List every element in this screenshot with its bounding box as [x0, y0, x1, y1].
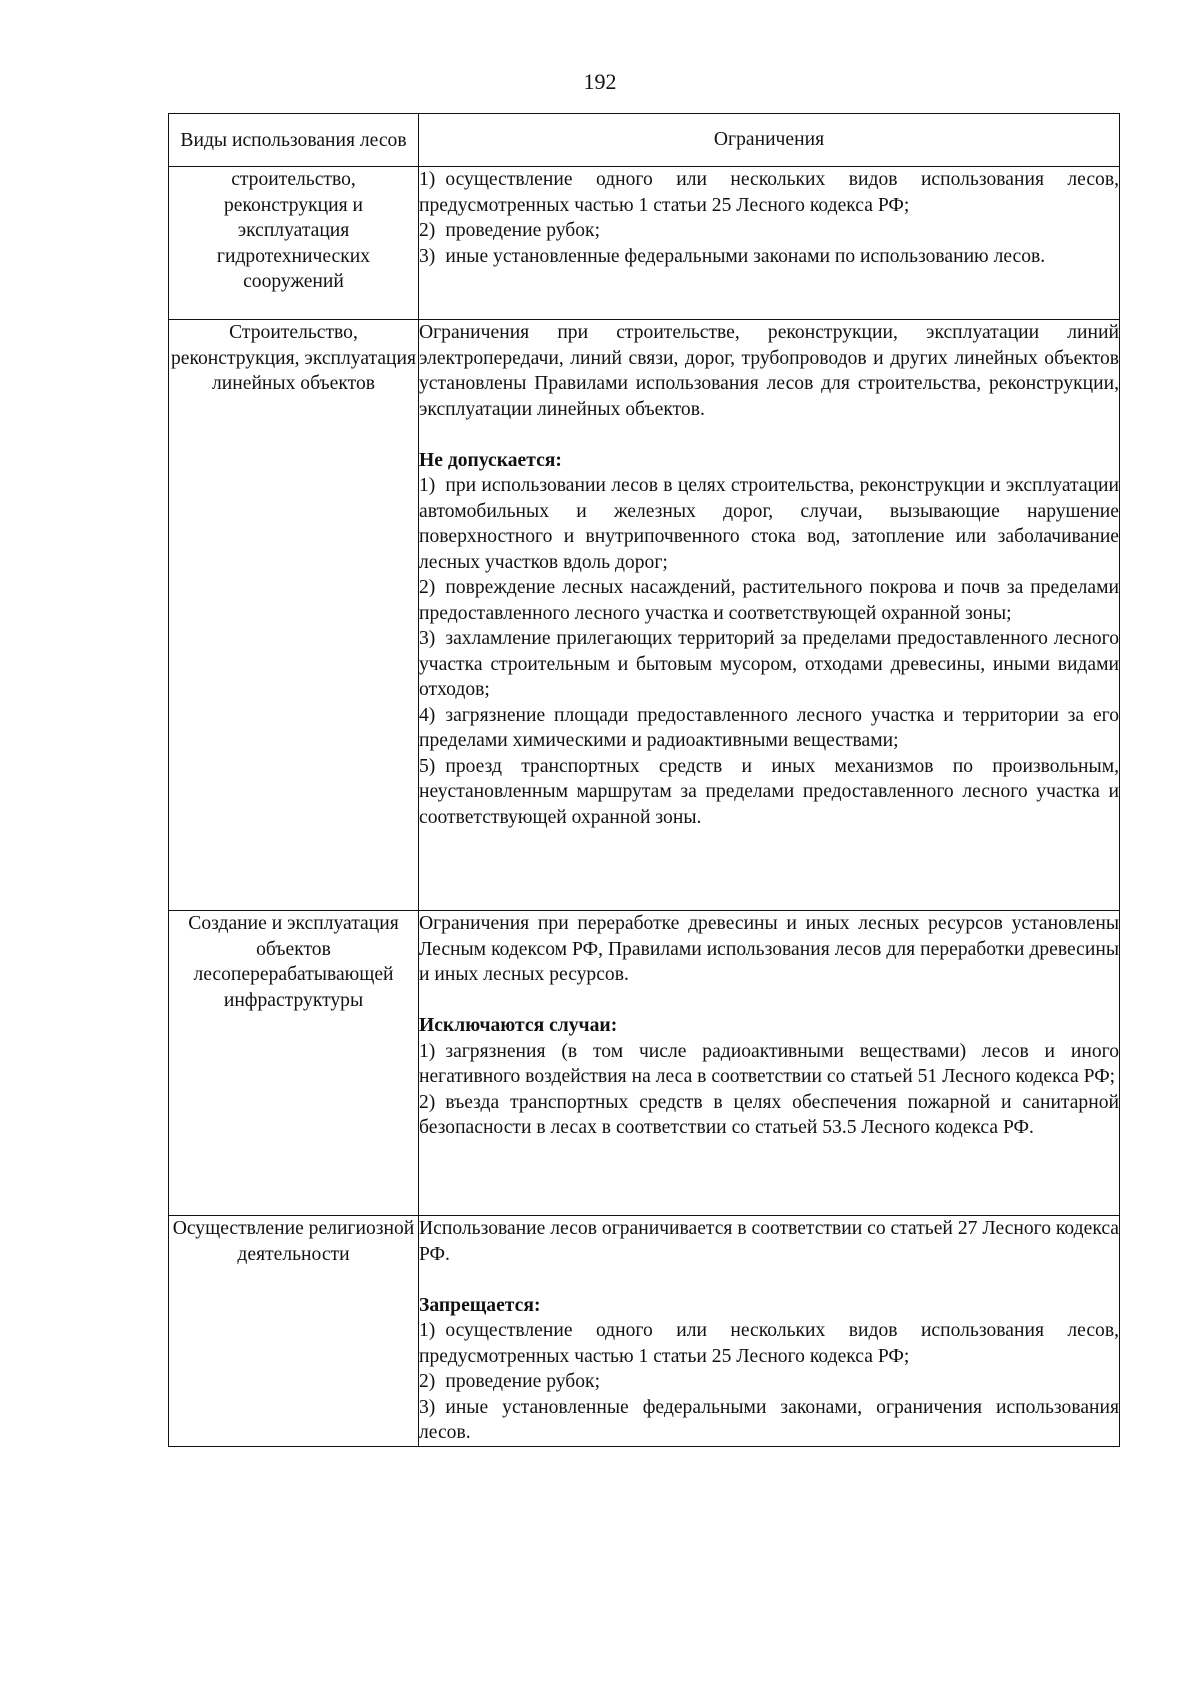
row-restrictions [419, 1216, 1120, 1447]
list-item: 3) захламление прилегающих территорий за пределами предоставленного лесного участка строительным и бытовым мусором, отходами древесины, иными видами отходов; [419, 628, 1119, 700]
header-forest-use-types: Виды использования лесов [169, 114, 419, 167]
table-header-row [169, 114, 1120, 167]
list-item: 4) загрязнение площади предоставленного лесного участка и территории за его пределами химическими и радиоактивными веществами; [419, 704, 1119, 751]
restrictions-intro: Ограничения при строительстве, реконструкции, эксплуатации линий электропередачи, линий связи, дорог, трубопроводов и других линейных объектов установлены Правилами использования лесов для строительства, реконструкции, эксплуатации линейных объектов. [419, 322, 1119, 420]
row-use-type: Осуществление религиозной деятельности [169, 1216, 419, 1447]
forest-use-restrictions-table [168, 113, 1120, 1447]
list-item: 3) иные установленные федеральными законами по использованию лесов. [419, 245, 1046, 267]
list-item: 2) повреждение лесных насаждений, растительного покрова и почв за пределами предоставленного лесного участка и соответствующей охранной зоны; [419, 577, 1119, 624]
restrictions-heading: Запрещается: [419, 1294, 541, 1316]
restrictions-intro: Ограничения при переработке древесины и иных лесных ресурсов установлены Лесным кодексом РФ, Правилами использования лесов для переработки древесины и иных лесных ресурсов. [419, 913, 1119, 985]
row-use-type: Строительство, реконструкция, эксплуатация линейных объектов [169, 320, 419, 911]
row-use-type: Создание и эксплуатация объектов лесоперерабатывающей инфраструктуры [169, 911, 419, 1216]
list-item: 1) при использовании лесов в целях строительства, реконструкции и эксплуатации автомобильных и железных дорог, случаи, вызывающие нарушение поверхностного и внутрипочвенного стока вод, затопление или заболачивание лесных участков вдоль дорог; [419, 475, 1119, 573]
table-row [169, 167, 1120, 320]
list-item: 5) проезд транспортных средств и иных механизмов по произвольным, неустановленным маршрутам за пределами предоставленного лесного участка и соответствующей охранной зоны. [419, 755, 1119, 828]
list-item: 1) загрязнения (в том числе радиоактивными веществами) лесов и иного негативного воздействия на леса в соответствии со статьей 51 Лесного кодекса РФ; [419, 1040, 1119, 1087]
list-item: 1) осуществление одного или нескольких видов использования лесов, предусмотренных частью 1 статьи 25 Лесного кодекса РФ; [419, 169, 1119, 216]
row-restrictions [419, 167, 1120, 320]
list-item: 1) осуществление одного или нескольких видов использования лесов, предусмотренных частью 1 статьи 25 Лесного кодекса РФ; [419, 1320, 1119, 1367]
page-number: 192 [583, 69, 617, 94]
list-item: 2) въезда транспортных средств в целях обеспечения пожарной и санитарной безопасности в лесах в соответствии со статьей 53.5 Лесного кодекса РФ. [419, 1091, 1119, 1138]
restrictions-heading: Не допускается: [419, 449, 562, 471]
header-restrictions: Ограничения [419, 114, 1120, 167]
row-restrictions [419, 911, 1120, 1216]
list-item: 3) иные установленные федеральными законами, ограничения использования лесов. [419, 1396, 1119, 1443]
table-row [169, 1216, 1120, 1447]
list-item: 2) проведение рубок; [419, 1371, 601, 1392]
row-restrictions [419, 320, 1120, 911]
row-use-type: строительство, реконструкция и эксплуатация гидротехнических сооружений [169, 167, 419, 320]
restrictions-intro: Использование лесов ограничивается в соответствии со статьей 27 Лесного кодекса РФ. [419, 1218, 1119, 1265]
table-row [169, 320, 1120, 911]
table-row [169, 911, 1120, 1216]
restrictions-heading: Исключаются случаи: [419, 1015, 618, 1036]
list-item: 2) проведение рубок; [419, 220, 601, 241]
